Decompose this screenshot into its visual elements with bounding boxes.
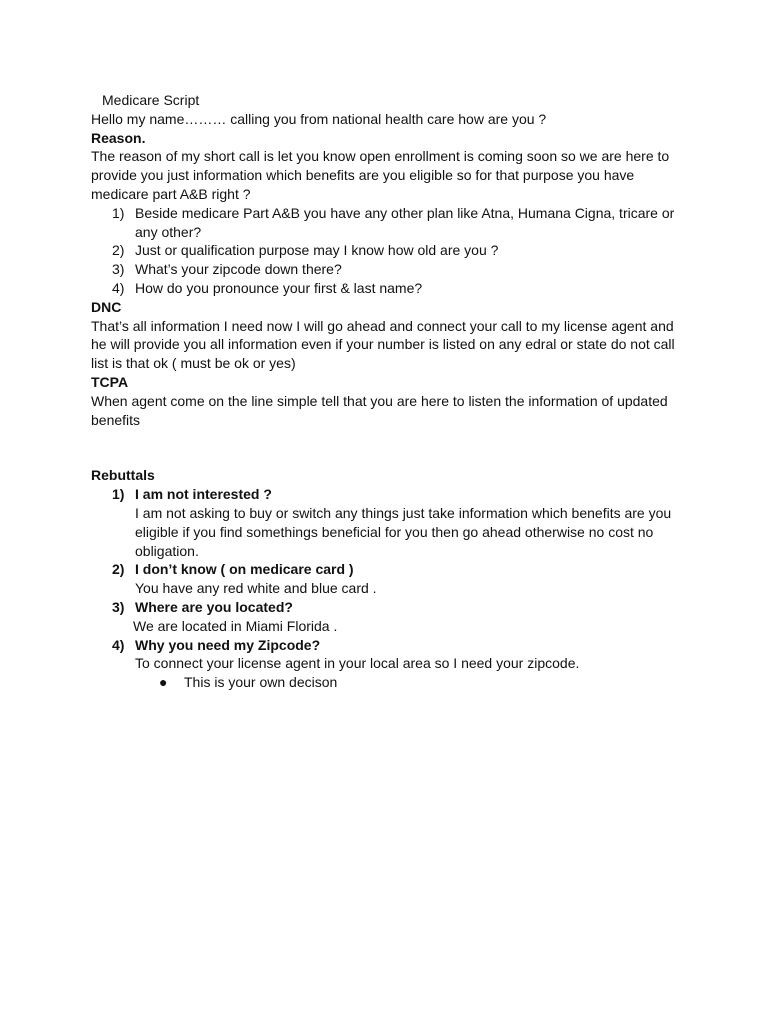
document-content <box>91 91 691 692</box>
rebuttals-list <box>91 485 691 504</box>
list-item-text: What’s your zipcode down there? <box>135 261 342 278</box>
rebuttal-question: Why you need my Zipcode? <box>135 636 321 653</box>
rebuttal-question: I am not interested ? <box>135 486 272 503</box>
reason-line: medicare part A&B right ? <box>91 185 251 202</box>
list-item-text: Just or qualification purpose may I know how old are you ? <box>135 242 499 259</box>
reason-heading: Reason. <box>91 129 146 146</box>
rebuttal-item <box>91 560 691 579</box>
dnc-line: he will provide you all information even if your number is listed on any edral or state do not call <box>91 336 675 353</box>
bullet-item <box>91 673 691 692</box>
list-number: 1) <box>112 204 125 221</box>
rebuttals-heading: Rebuttals <box>91 467 155 484</box>
rebuttal-answer <box>91 654 691 673</box>
bullet-text: This is your own decison <box>184 674 338 691</box>
list-item-text: Beside medicare Part A&B you have any other plan like Atna, Humana Cigna, tricare or <box>135 204 675 221</box>
list-item <box>91 241 691 260</box>
list-number: 2) <box>112 242 125 259</box>
rebuttal-item <box>91 598 691 617</box>
tcpa-paragraph <box>91 392 691 430</box>
list-item-text: any other? <box>135 223 202 240</box>
spacer <box>91 429 691 466</box>
rebuttal-answer-line: eligible if you find somethings beneficial for you then go ahead otherwise no cost no <box>135 523 654 540</box>
rebuttal-answer-line: I am not asking to buy or switch any things just take information which benefits are you <box>135 504 672 521</box>
reason-paragraph <box>91 147 691 203</box>
document-title: Medicare Script <box>102 92 200 108</box>
rebuttal-answer-line: You have any red white and blue card . <box>135 580 377 597</box>
reason-line: The reason of my short call is let you know open enrollment is coming soon so we are here to <box>91 148 670 165</box>
dnc-line: That’s all information I need now I will go ahead and connect your call to my license agent and <box>91 317 674 334</box>
rebuttal-answer-line: obligation. <box>135 542 199 559</box>
dnc-line: list is that ok ( must be ok or yes) <box>91 355 296 372</box>
dnc-paragraph <box>91 317 691 373</box>
list-item <box>91 260 691 279</box>
list-number: 3) <box>112 598 125 615</box>
reason-questions-list <box>91 204 691 298</box>
list-number: 4) <box>112 636 125 653</box>
list-item <box>91 204 691 242</box>
rebuttal-answer <box>91 504 691 560</box>
rebuttal-item <box>91 636 691 655</box>
rebuttal-question: Where are you located? <box>135 598 293 615</box>
rebuttals-list <box>91 636 691 655</box>
rebuttal-answer <box>91 579 691 598</box>
reason-line: provide you just information which benefits are you eligible so for that purpose you have <box>91 167 635 184</box>
rebuttal-answer <box>91 617 691 636</box>
tcpa-line: When agent come on the line simple tell that you are here to listen the information of updated <box>91 392 668 409</box>
list-number: 2) <box>112 561 125 578</box>
list-number: 4) <box>112 279 125 296</box>
greeting-line: Hello my name……… calling you from national health care how are you ? <box>91 110 547 127</box>
rebuttal-answer-line: We are located in Miami Florida . <box>133 617 338 634</box>
list-item <box>91 279 691 298</box>
tcpa-heading: TCPA <box>91 373 129 390</box>
rebuttals-list <box>91 560 691 579</box>
dnc-heading: DNC <box>91 298 122 315</box>
rebuttals-list <box>91 598 691 617</box>
tcpa-line: benefits <box>91 411 141 428</box>
rebuttal-question: I don’t know ( on medicare card ) <box>135 561 354 578</box>
rebuttal-answer-line: To connect your license agent in your local area so I need your zipcode. <box>135 655 580 672</box>
list-number: 3) <box>112 261 125 278</box>
rebuttal-item <box>91 485 691 504</box>
list-item-text: How do you pronounce your first & last name? <box>135 279 423 296</box>
list-number: 1) <box>112 486 125 503</box>
bullet-dot-icon: ● <box>159 674 168 691</box>
